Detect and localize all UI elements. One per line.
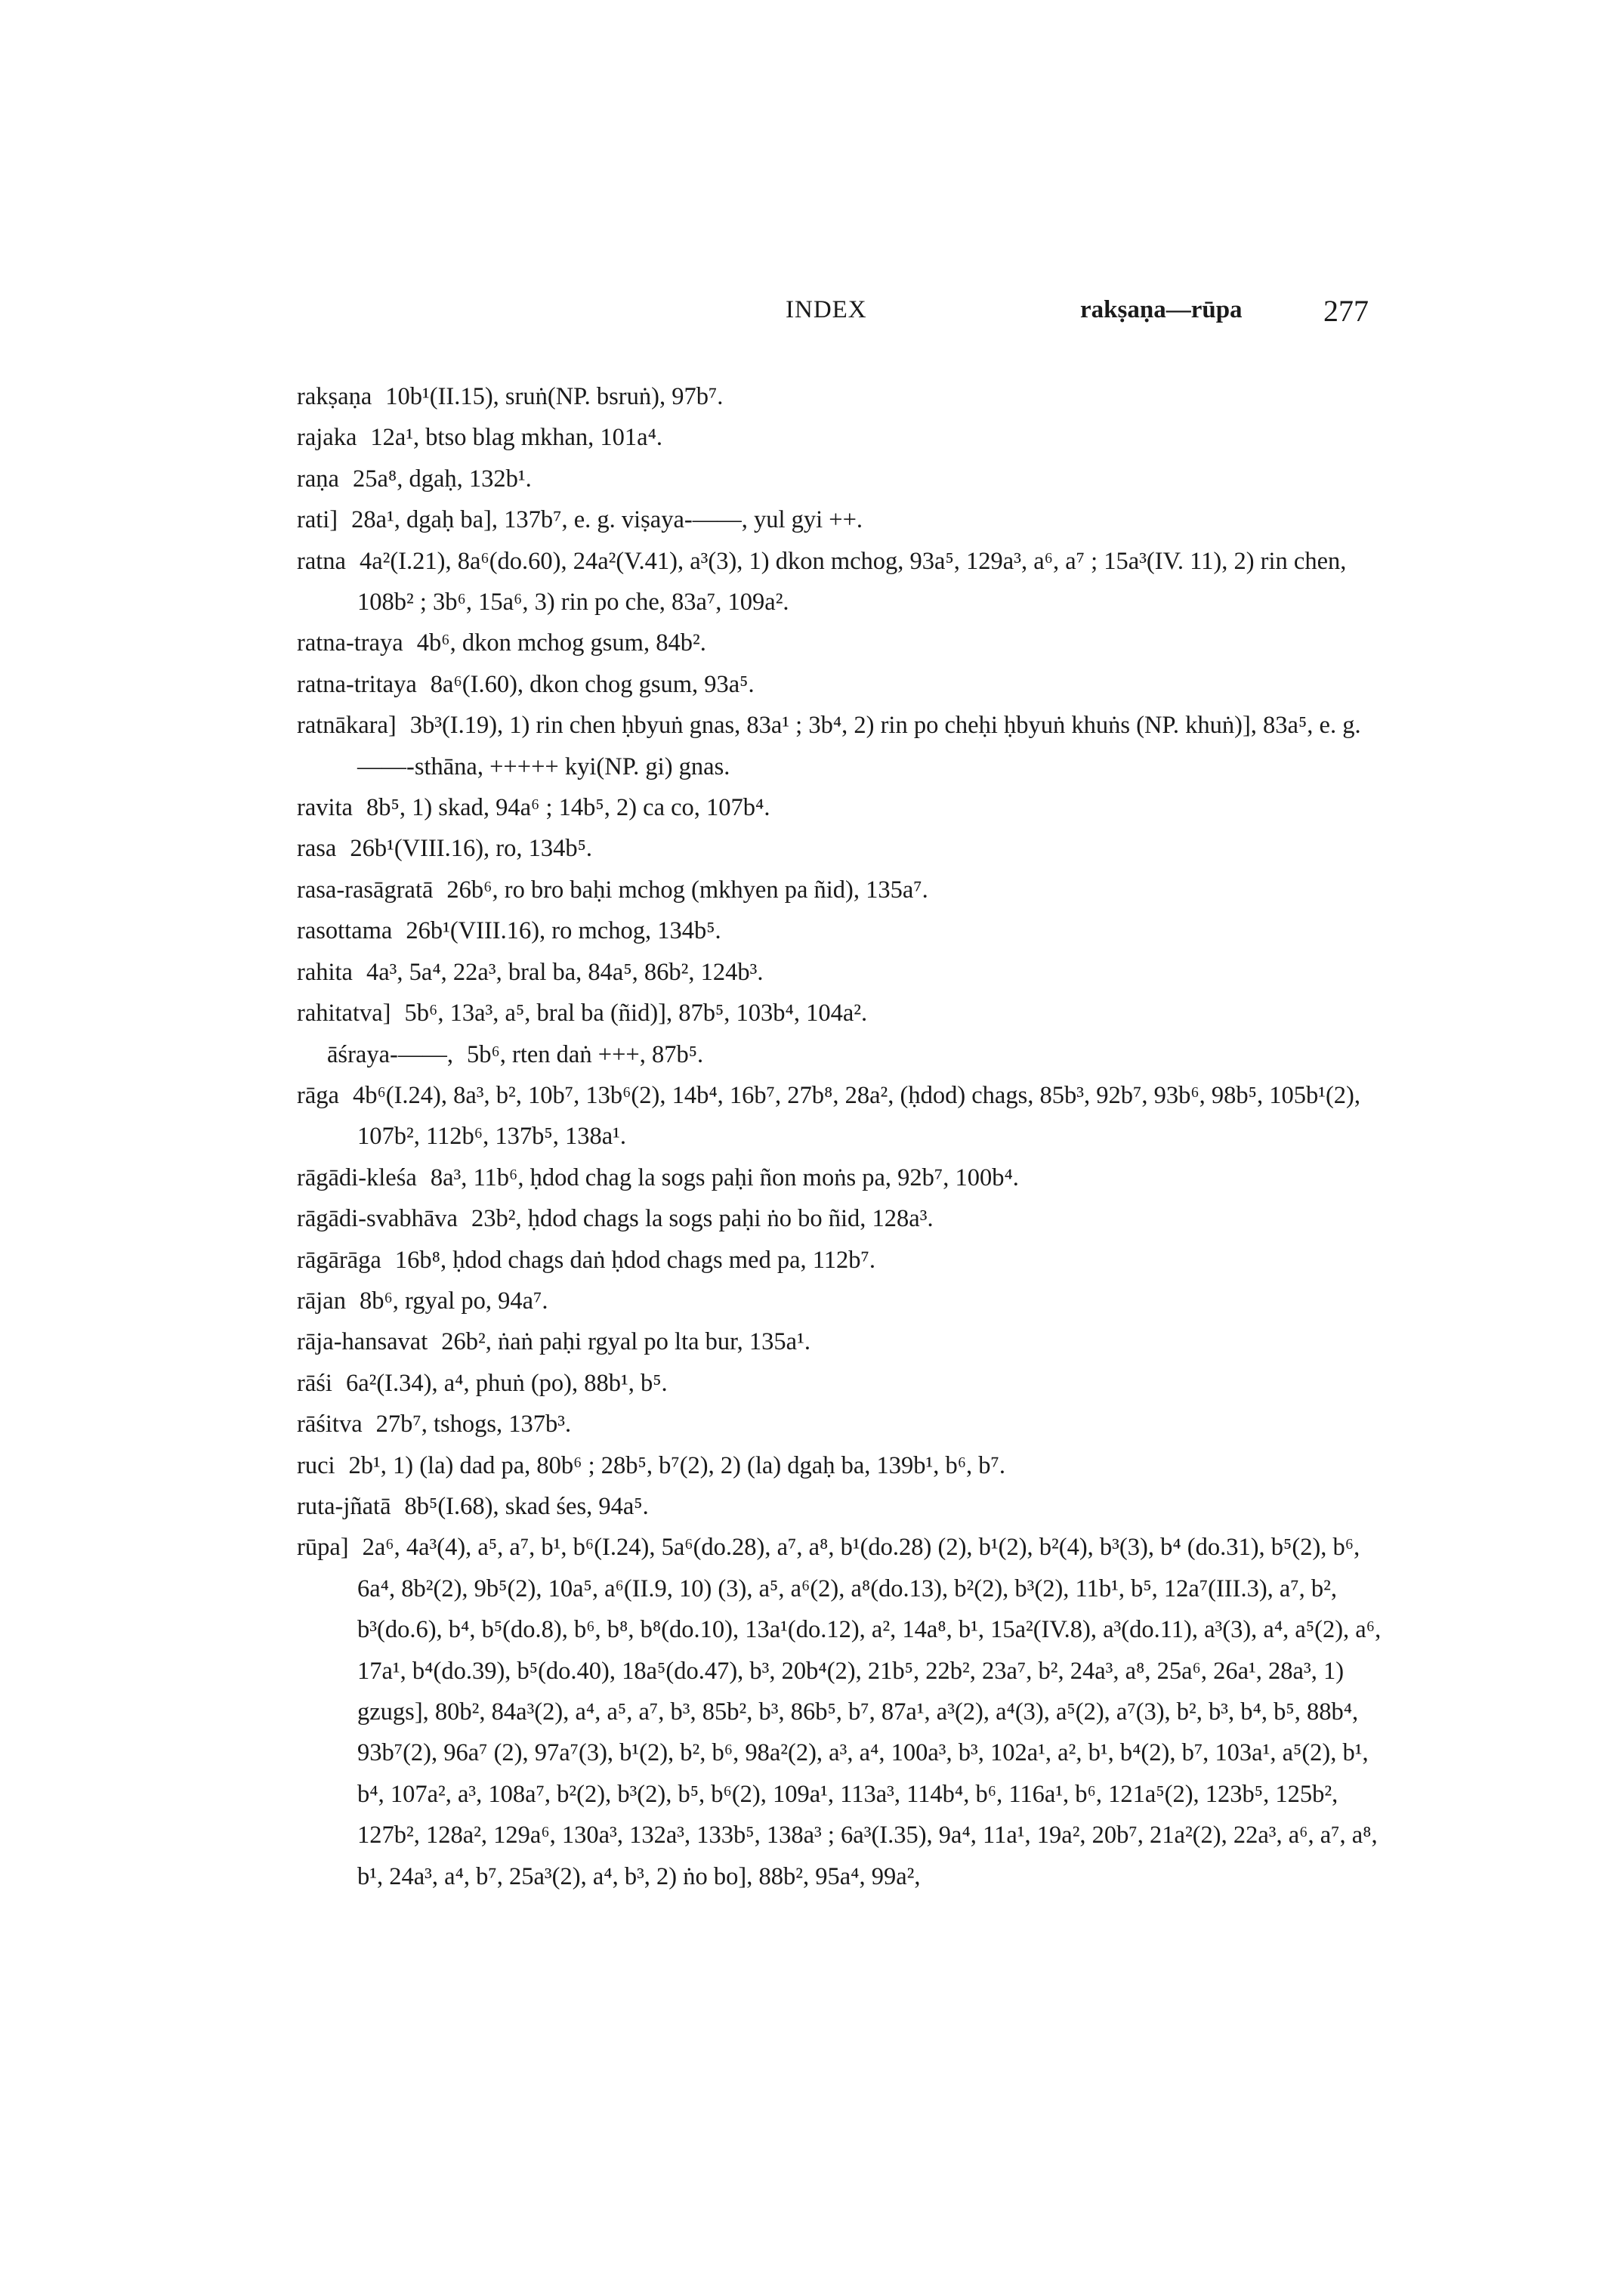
entry-headword: rati] <box>297 506 338 534</box>
index-entry <box>297 499 1400 540</box>
entry-references: 8a⁶(I.60), dkon chog gsum, 93a⁵. <box>430 670 755 698</box>
entry-references: 16b⁸, ḥdod chags daṅ ḥdod chags med pa, 112b⁷. <box>394 1246 875 1274</box>
index-entry <box>297 993 1400 1034</box>
index-entry <box>297 1404 1400 1445</box>
index-entries <box>297 376 1400 1897</box>
entry-headword: rāśitva <box>297 1411 363 1438</box>
entry-references: 12a¹, btso blag mkhan, 101a⁴. <box>370 424 663 452</box>
index-entry <box>297 1034 1400 1075</box>
index-entry <box>297 910 1400 951</box>
entry-headword: ravita <box>297 794 353 822</box>
entry-references: 6a²(I.34), a⁴, phuṅ (po), 88b¹, b⁵. <box>345 1369 668 1397</box>
index-entry <box>297 417 1400 458</box>
entry-references: 8b⁵, 1) skad, 94a⁶ ; 14b⁵, 2) ca co, 107b⁴. <box>366 794 770 822</box>
index-entry <box>297 1157 1400 1198</box>
entry-headword: rāgārāga <box>297 1246 381 1274</box>
entry-headword: rakṣaṇa <box>297 383 372 410</box>
entry-headword: ruci <box>297 1451 335 1479</box>
index-entry <box>297 828 1400 869</box>
entry-references: 26b¹(VIII.16), ro mchog, 134b⁵. <box>406 917 721 945</box>
entry-references: 5b⁶, rten daṅ +++, 87b⁵. <box>466 1040 704 1068</box>
entry-headword: āśraya-——, <box>327 1040 453 1068</box>
entry-headword: rāga <box>297 1081 339 1109</box>
entry-references: 28a¹, dgaḥ ba], 137b⁷, e. g. viṣaya-——, yul gyi ++. <box>351 506 863 534</box>
entry-headword: rahitatva] <box>297 1000 391 1027</box>
entry-references: 4a³, 5a⁴, 22a³, bral ba, 84a⁵, 86b², 124b³. <box>366 958 764 986</box>
index-entry <box>297 541 1400 623</box>
index-entry <box>297 787 1400 828</box>
index-entry <box>297 1363 1400 1404</box>
index-entry <box>297 705 1400 787</box>
entry-headword: rasa <box>297 835 337 863</box>
page-number: 277 <box>1323 294 1369 328</box>
entry-references: 10b¹(II.15), sruṅ(NP. bsruṅ), 97b⁷. <box>385 383 724 410</box>
entry-headword: ratna-traya <box>297 629 403 657</box>
entry-headword: rāgādi-svabhāva <box>297 1205 458 1233</box>
index-entry <box>297 1075 1400 1157</box>
entry-headword: rājan <box>297 1287 346 1315</box>
entry-headword: ratna <box>297 547 346 575</box>
entry-headword: raṇa <box>297 465 339 493</box>
entry-references: 4b⁶, dkon mchog gsum, 84b². <box>416 629 706 657</box>
entry-references: 25a⁸, dgaḥ, 132b¹. <box>352 465 532 493</box>
index-entry <box>297 1527 1400 1897</box>
entry-references: 3b³(I.19), 1) rin chen ḥbyuṅ gnas, 83a¹ ; 3b⁴, 2) rin po cheḥi ḥbyuṅ khuṅs (NP. khuṅ)], 83a⁵, e. g. ——-sthāna, +++++ kyi(NP. gi) gnas. <box>357 712 1361 780</box>
entry-headword: rasa-rasāgratā <box>297 876 434 904</box>
entry-references: 2b¹, 1) (la) dad pa, 80b⁶ ; 28b⁵, b⁷(2), 2) (la) dgaḥ ba, 139b¹, b⁶, b⁷. <box>348 1451 1006 1479</box>
index-entry <box>297 623 1400 663</box>
index-entry <box>297 1486 1400 1527</box>
index-entry <box>297 664 1400 705</box>
entry-references: 8b⁵(I.68), skad śes, 94a⁵. <box>404 1492 649 1520</box>
entry-references: 26b², ṅaṅ paḥi rgyal po lta bur, 135a¹. <box>441 1328 810 1356</box>
entry-references: 5b⁶, 13a³, a⁵, bral ba (ñid)], 87b⁵, 103b⁴, 104a². <box>404 1000 868 1027</box>
entry-references: 8b⁶, rgyal po, 94a⁷. <box>359 1287 548 1315</box>
entry-references: 23b², ḥdod chags la sogs paḥi ṅo bo ñid, 128a³. <box>471 1205 934 1233</box>
entry-headword: rahita <box>297 958 353 986</box>
entry-references: 8a³, 11b⁶, ḥdod chag la sogs paḥi ñon moṅs pa, 92b⁷, 100b⁴. <box>430 1163 1019 1191</box>
entry-headword: rasottama <box>297 917 393 945</box>
index-entry <box>297 1445 1400 1486</box>
index-entry <box>297 952 1400 993</box>
entry-references: 26b⁶, ro bro baḥi mchog (mkhyen pa ñid), 135a⁷. <box>446 876 928 904</box>
index-entry <box>297 870 1400 910</box>
running-head-index: INDEX <box>786 296 867 323</box>
entry-references: 2a⁶, 4a³(4), a⁵, a⁷, b¹, b⁶(I.24), 5a⁶(do.28), a⁷, a⁸, b¹(do.28) (2), b¹(2), b²(4), b³(3), b⁴ (do.31), b⁵(2), b⁶, 6a⁴, 8b²(2), 9b⁵(2), 10a⁵, a⁶(II.9, 10) (3), a⁵, a⁶(2), a⁸(do.13), b²(2), b³(2), 11b¹, b⁵, 12a⁷(III.3), a⁷, b², b³(do.6), b⁴, b⁵(do.8), b⁶, b⁸, b⁸(do.10), 13a¹(do.12), a², 14a⁸, b¹, 15a²(IV.8), a³(do.11), a³(3), a⁴, a⁵(2), a⁶, 17a¹, b⁴(do.39), b⁵(do.40), 18a⁵(do.47), b³, 20b⁴(2), 21b⁵, 22b², 23a⁷, b², 24a³, a⁸, 25a⁶, 26a¹, 28a³, 1) gzugs], 80b², 84a³(2), a⁴, a⁵, a⁷, b³, 85b², b³, 86b⁵, b⁷, 87a¹, a³(2), a⁴(3), a⁵(2), a⁷(3), b², b³, b⁴, b⁵, 88b⁴, 93b⁷(2), 96a⁷ (2), 97a⁷(3), b¹(2), b², b⁶, 98a²(2), a³, a⁴, 100a³, b³, 102a¹, a², b¹, b⁴(2), b⁷, 103a¹, a⁵(2), b¹, b⁴, 107a², a³, 108a⁷, b²(2), b³(2), b⁵, b⁶(2), 109a¹, 113a³, 114b⁴, b⁶, 116a¹, b⁶, 121a⁵(2), 123b⁵, 125b², 127b², 128a², 129a⁶, 130a³, 132a³, 133b⁵, 138a³ ; 6a³(I.35), 9a⁴, 11a¹, 19a², 20b⁷, 21a²(2), 22a³, a⁶, a⁷, a⁸, b¹, 24a³, a⁴, b⁷, 25a³(2), a⁴, b³, 2) ṅo bo], 88b², 95a⁴, 99a², <box>357 1534 1382 1890</box>
entry-headword: rajaka <box>297 424 357 452</box>
entry-references: 27b⁷, tshogs, 137b³. <box>375 1411 572 1438</box>
entry-headword: rāśi <box>297 1369 332 1397</box>
entry-headword: ratna-tritaya <box>297 670 417 698</box>
entry-references: 4b⁶(I.24), 8a³, b², 10b⁷, 13b⁶(2), 14b⁴, 16b⁷, 27b⁸, 28a², (ḥdod) chags, 85b³, 92b⁷, 93b⁶, 98b⁵, 105b¹(2), 107b², 112b⁶, 137b⁵, 138a¹. <box>352 1081 1361 1151</box>
index-entry <box>297 1321 1400 1362</box>
entry-headword: rūpa] <box>297 1534 349 1562</box>
index-entry <box>297 1281 1400 1321</box>
index-entry <box>297 1198 1400 1239</box>
entry-headword: rāja-hansavat <box>297 1328 428 1356</box>
index-entry <box>297 1240 1400 1281</box>
page-header <box>0 296 1624 334</box>
entry-references: 4a²(I.21), 8a⁶(do.60), 24a²(V.41), a³(3), 1) dkon mchog, 93a⁵, 129a³, a⁶, a⁷ ; 15a³(IV. 11), 2) rin chen, 108b² ; 3b⁶, 15a⁶, 3) rin po che, 83a⁷, 109a². <box>357 547 1347 616</box>
index-entry <box>297 376 1400 417</box>
running-head-range: rakṣaṇa—rūpa <box>1080 296 1243 323</box>
entry-headword: ratnākara] <box>297 712 397 740</box>
entry-references: 26b¹(VIII.16), ro, 134b⁵. <box>350 835 593 863</box>
entry-headword: ruta-jñatā <box>297 1492 391 1520</box>
index-entry <box>297 459 1400 499</box>
entry-headword: rāgādi-kleśa <box>297 1163 417 1191</box>
